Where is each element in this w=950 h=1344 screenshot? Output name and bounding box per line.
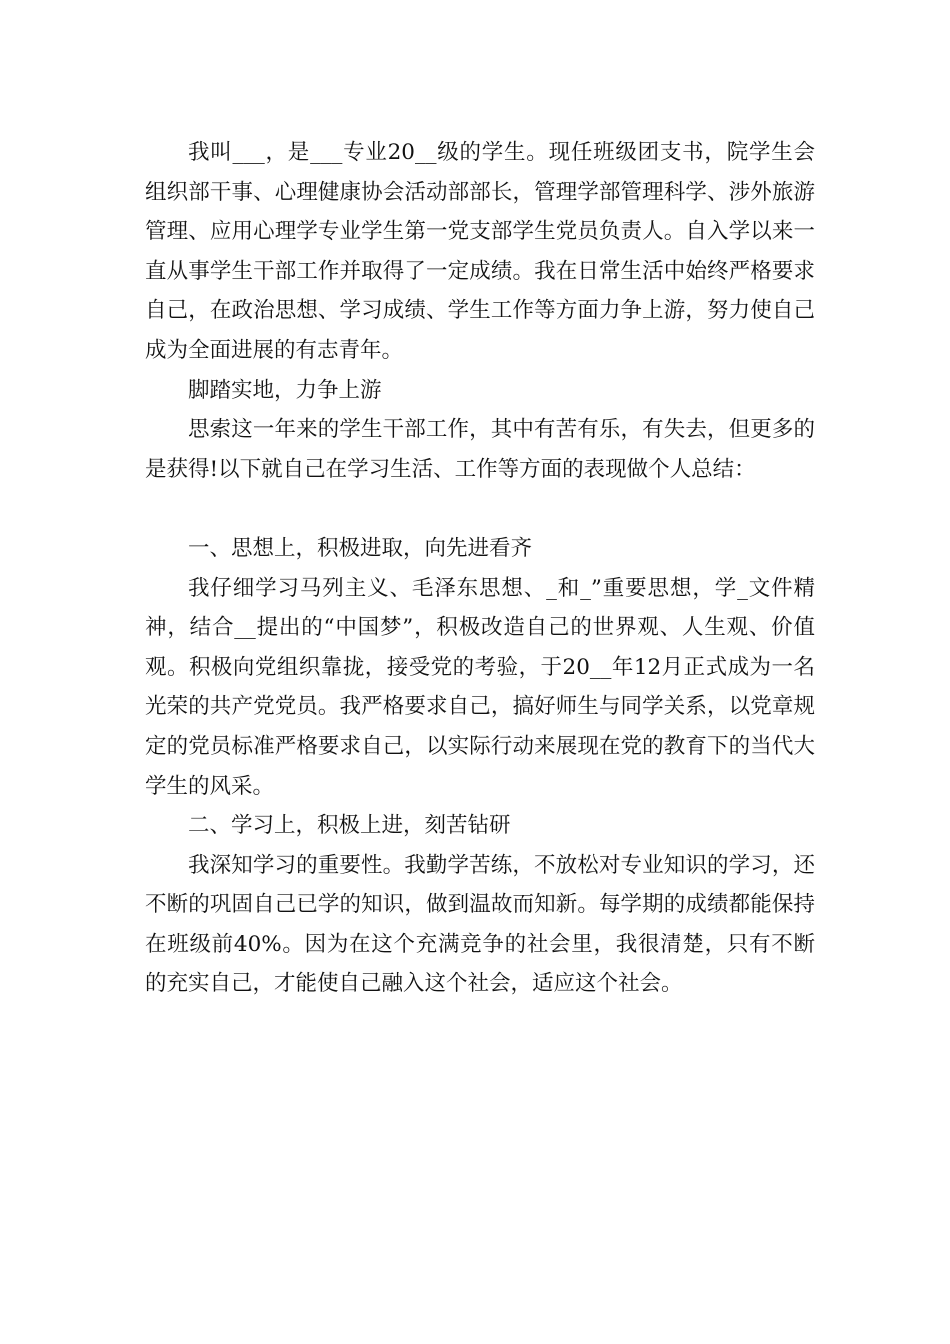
study-paragraph: 我深知学习的重要性。我勤学苦练，不放松对专业知识的学习，还不断的巩固自己已学的知识，做到温故而知新。每学期的成绩都能保持在班级前40%。因为在这个充满竞争的社会里，我很清楚，只有不断的充实自己，才能使自己融入这个社会，适应这个社会。 [145, 852, 815, 997]
section-heading-study: 二、学习上，积极上进，刻苦钻研 [188, 813, 511, 839]
reflection-paragraph: 思索这一年来的学生干部工作，其中有苦有乐，有失去，但更多的是获得!以下就自己在学习生活、工作等方面的表现做个人总结： [145, 417, 815, 482]
section-heading-steady: 脚踏实地，力争上游 [188, 377, 382, 403]
blank-line [145, 489, 815, 529]
section-heading-ideology: 一、思想上，积极进取，向先进看齐 [188, 535, 533, 561]
ideology-paragraph: 我仔细学习马列主义、毛泽东思想、_和_”重要思想，学_文件精神，结合__提出的“中国梦”，积极改造自己的世界观、人生观、价值观。积极向党组织靠拢，接受党的考验，于20__年12月正式成为一名光荣的共产党党员。我严格要求自己，搞好师生与同学关系，以党章规定的党员标准严格要求自己，以实际行动来展现在党的教育下的当代大学生的风采。 [145, 575, 815, 799]
document-body [145, 133, 815, 1004]
intro-paragraph: 我叫___，是___专业20__级的学生。现任班级团支书，院学生会组织部干事、心理健康协会活动部部长，管理学部管理科学、涉外旅游管理、应用心理学专业学生第一党支部学生党员负责人。自入学以来一直从事学生干部工作并取得了一定成绩。我在日常生活中始终严格要求自己，在政治思想、学习成绩、学生工作等方面力争上游，努力使自己成为全面进展的有志青年。 [145, 140, 815, 363]
